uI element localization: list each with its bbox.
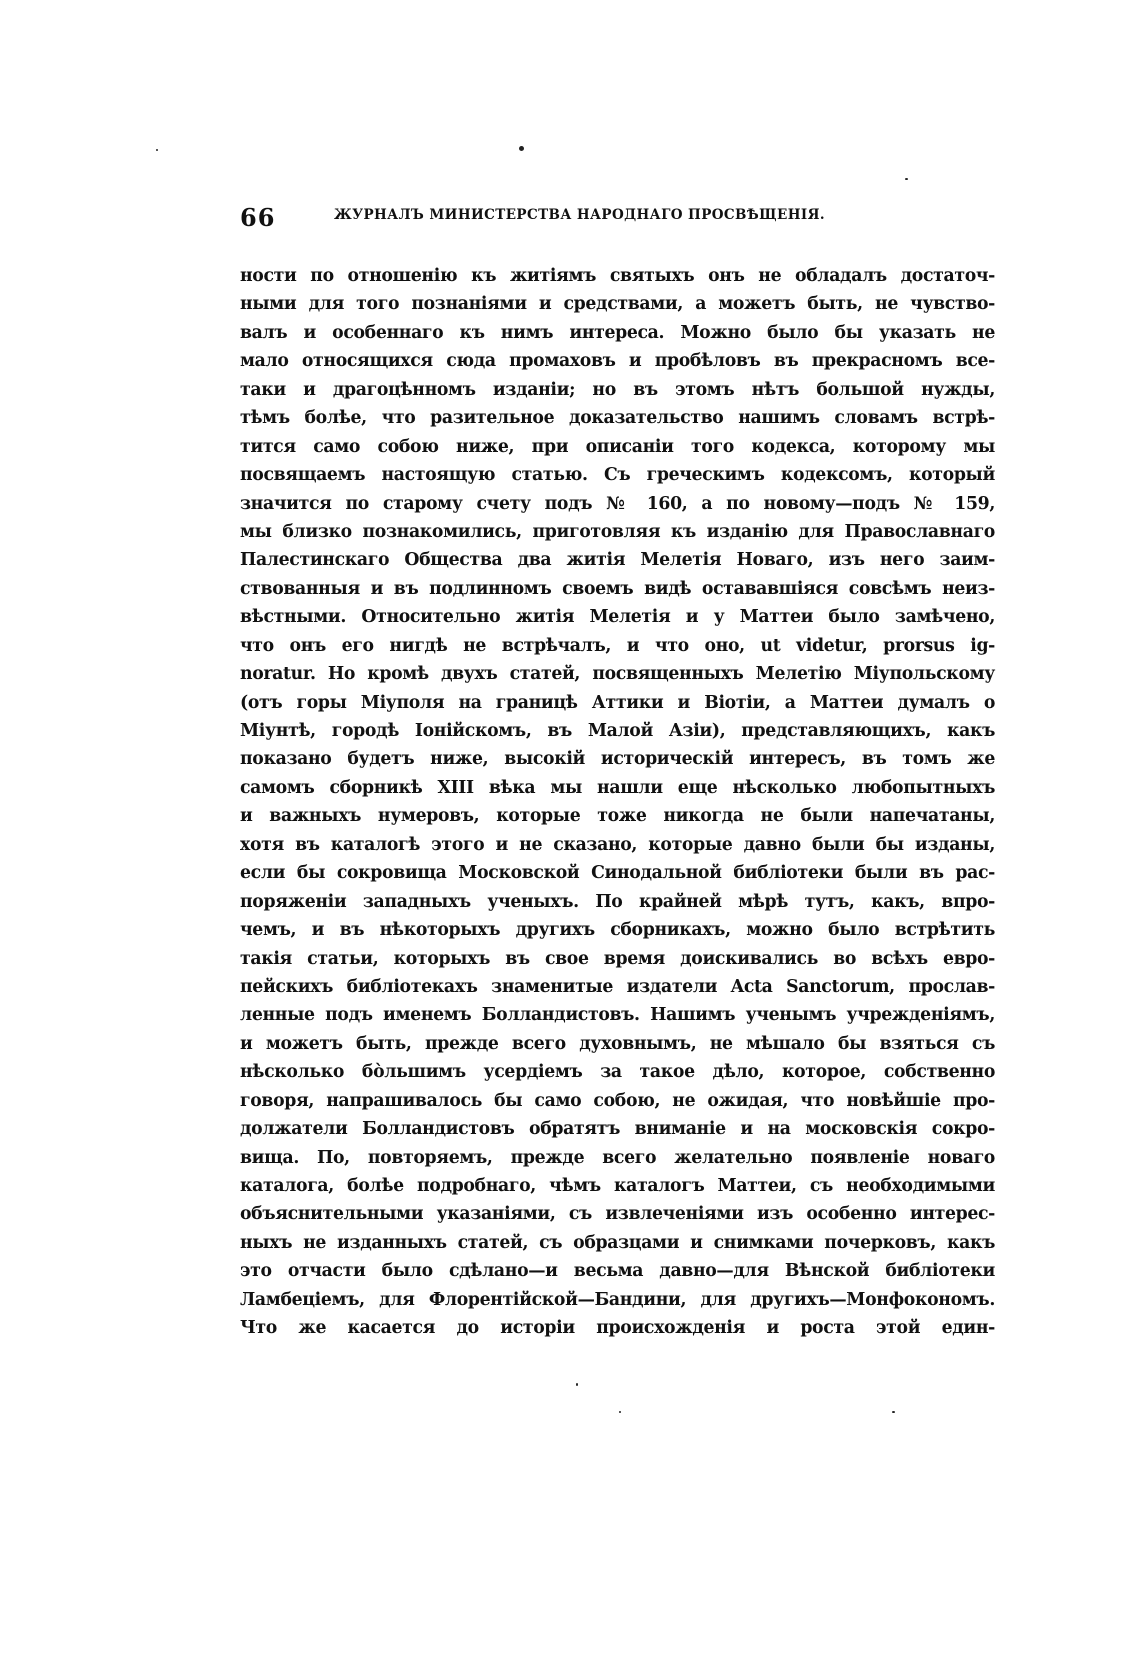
text-line: валъ и особеннаго къ нимъ интереса. Можно было бы указать не bbox=[240, 322, 995, 343]
text-line: таки и драгоцѣнномъ изданіи; но въ этомъ нѣтъ большой нужды, bbox=[240, 379, 995, 400]
text-line: мало относящихся сюда промаховъ и пробѣловъ въ прекрасномъ все- bbox=[240, 351, 995, 372]
text-line: тится само собою ниже, при описаніи того кодекса, которому мы bbox=[240, 436, 995, 457]
text-line: это отчасти было сдѣлано—и весьма давно—для Вѣнской библіотеки bbox=[240, 1261, 995, 1282]
text-line: вѣстными. Относительно житія Мелетія и у Маттеи было замѣчено, bbox=[240, 607, 995, 628]
text-line: пейскихъ библіотекахъ знаменитые издатели Acta Sanctorum, прослав- bbox=[240, 976, 995, 997]
text-line: вища. По, повторяемъ, прежде всего желательно появленіе новаго bbox=[240, 1147, 995, 1168]
text-line: хотя въ каталогѣ этого и не сказано, которые давно были бы изданы, bbox=[240, 834, 995, 855]
scan-speck bbox=[576, 1383, 578, 1386]
text-line: ствованныя и въ подлинномъ своемъ видѣ остававшіяся совсѣмъ неиз- bbox=[240, 578, 995, 599]
scan-speck bbox=[519, 146, 524, 151]
text-line: и важныхъ нумеровъ, которые тоже никогда не были напечатаны, bbox=[240, 806, 995, 827]
text-line: ными для того познаніями и средствами, а можетъ быть, не чувство- bbox=[240, 294, 995, 315]
text-line: Что же касается до исторіи происхожденія и роста этой един- bbox=[240, 1318, 995, 1339]
text-line: ности по отношенію къ житіямъ святыхъ онъ не обладалъ достаточ- bbox=[240, 266, 995, 286]
text-line: должатели Болландистовъ обратятъ вниманіе и на московскія сокро- bbox=[240, 1119, 995, 1140]
scan-speck bbox=[156, 149, 158, 151]
text-line: ныхъ не изданныхъ статей, съ образцами и снимками почерковъ, какъ bbox=[240, 1232, 995, 1253]
page-header bbox=[240, 203, 1000, 239]
text-line: noratur. Но кромѣ двухъ статей, посвященныхъ Мелетію Міупольскому bbox=[240, 664, 995, 685]
text-line: объяснительными указаніями, съ извлеченіями изъ особенно интерес- bbox=[240, 1204, 995, 1225]
scan-speck bbox=[892, 1411, 895, 1413]
text-line: чемъ, и въ нѣкоторыхъ другихъ сборникахъ, можно было встрѣтить bbox=[240, 920, 995, 941]
scan-speck bbox=[619, 1411, 621, 1413]
text-line: показано будетъ ниже, высокій историческій интересъ, въ томъ же bbox=[240, 749, 995, 770]
running-title: ЖУРНАЛЪ МИНИСТЕРСТВА НАРОДНАГО ПРОСВѢЩЕНІЯ. bbox=[334, 207, 825, 223]
text-line: каталога, болѣе подробнаго, чѣмъ каталогъ Маттеи, съ необходимыми bbox=[240, 1176, 995, 1196]
text-line: тѣмъ болѣе, что разительное доказательство нашимъ словамъ встрѣ- bbox=[240, 408, 995, 429]
body-text bbox=[240, 262, 995, 1343]
text-line: значится по старому счету подъ № 160, а по новому—подъ № 159, bbox=[240, 493, 995, 514]
text-line: поряженіи западныхъ ученыхъ. По крайней мѣрѣ тутъ, какъ, впро- bbox=[240, 891, 995, 912]
text-line: Ламбеціемъ, для Флорентійской—Бандини, для другихъ—Монфокономъ. bbox=[240, 1289, 995, 1310]
text-line: самомъ сборникѣ XIII вѣка мы нашли еще нѣсколько любопытныхъ bbox=[240, 777, 995, 798]
text-line: нѣсколько бо̀льшимъ усердіемъ за такое дѣло, которое, собственно bbox=[240, 1062, 995, 1083]
text-line: ленные подъ именемъ Болландистовъ. Нашимъ ученымъ учрежденіямъ, bbox=[240, 1005, 995, 1026]
text-line: что онъ его нигдѣ не встрѣчалъ, и что оно, ut videtur, prorsus ig- bbox=[240, 635, 995, 656]
text-line: Палестинскаго Общества два житія Мелетія Новаго, изъ него заим- bbox=[240, 550, 995, 571]
text-line: говоря, напрашивалось бы само собою, не ожидая, что новѣйшіе про- bbox=[240, 1090, 995, 1111]
page-number: 66 bbox=[240, 203, 276, 232]
text-line: посвящаемъ настоящую статью. Съ греческимъ кодексомъ, который bbox=[240, 465, 995, 486]
text-line: такія статьи, которыхъ въ свое время доискивались во всѣхъ евро- bbox=[240, 948, 995, 969]
scan-speck bbox=[905, 178, 908, 180]
text-line: мы близко познакомились, приготовляя къ изданію для Православнаго bbox=[240, 521, 995, 542]
text-line: и можетъ быть, прежде всего духовнымъ, не мѣшало бы взяться съ bbox=[240, 1033, 995, 1054]
text-line: Міунтѣ, городѣ Іонійскомъ, въ Малой Азіи), представляющихъ, какъ bbox=[240, 721, 995, 741]
text-line: если бы сокровища Московской Синодальной библіотеки были въ рас- bbox=[240, 863, 995, 884]
text-line: (отъ горы Міуполя на границѣ Аттики и Віотіи, а Маттеи думалъ о bbox=[240, 692, 995, 713]
